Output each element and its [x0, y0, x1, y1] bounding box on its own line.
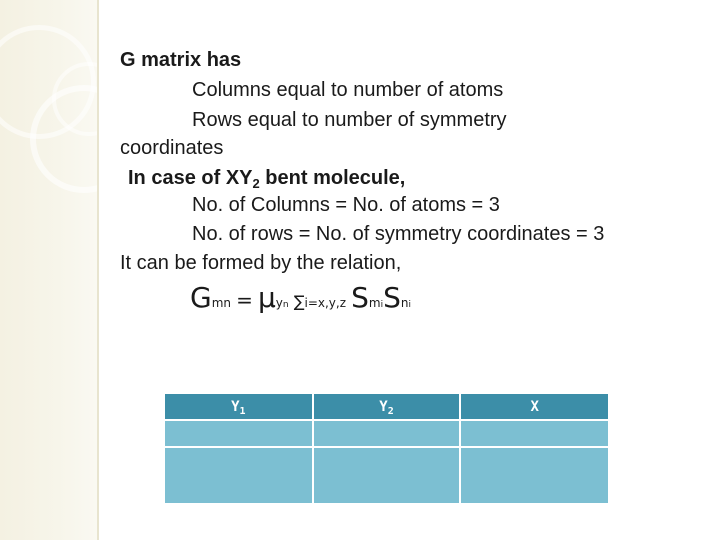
columns-count-text: No. of Columns = No. of atoms = 3: [192, 194, 500, 216]
table-cell: [460, 447, 608, 503]
header-y2: $Y_2$: [313, 394, 461, 420]
table-row: [165, 447, 608, 503]
formula-sum-sub: i=x,y,z: [304, 296, 347, 310]
header-x: X: [460, 394, 608, 420]
formula-g-sub: mn: [211, 296, 231, 310]
table-cell: [165, 420, 313, 447]
formula-s2: S: [383, 281, 401, 314]
formula-s1-sub2: i: [380, 300, 384, 310]
columns-text: Columns equal to number of atoms: [192, 79, 504, 101]
table-cell: [165, 447, 313, 503]
decorative-circle: [52, 62, 126, 136]
table-row: [165, 420, 608, 447]
formula-s2-sub: n: [400, 296, 409, 310]
case-line-subscript: 2: [252, 176, 260, 191]
table-header-row: [165, 394, 608, 420]
strip-divider: [97, 0, 99, 540]
formula-s1: S: [351, 281, 369, 314]
g-matrix-heading: G matrix has: [120, 49, 242, 71]
g-matrix-table: [165, 394, 608, 503]
formula-mu-sub: y: [275, 296, 283, 310]
coordinates-text: coordinates: [120, 137, 224, 159]
formula-s1-sub: m: [368, 296, 381, 310]
formula-s2-sub2: i: [408, 300, 412, 310]
rows-text: Rows equal to number of symmetry: [192, 109, 507, 131]
formula-mu: μ: [257, 281, 276, 314]
case-line: [128, 166, 405, 190]
relation-text: It can be formed by the relation,: [120, 252, 402, 274]
decorative-side-strip: [0, 0, 97, 540]
rows-count-text: No. of rows = No. of symmetry coordinates = 3: [192, 223, 605, 245]
case-line-prefix: In case of XY: [128, 167, 253, 189]
table-cell: [313, 420, 461, 447]
formula-g: G: [190, 281, 212, 314]
case-line-suffix: bent molecule,: [259, 167, 406, 189]
formula-mu-sub2: n: [282, 300, 289, 310]
header-y1: $Y_1$: [165, 394, 313, 420]
g-matrix-formula: [190, 281, 411, 314]
table-cell: [313, 447, 461, 503]
formula-equals: =: [236, 288, 253, 312]
formula-sum: ∑: [293, 292, 305, 311]
table-cell: [460, 420, 608, 447]
